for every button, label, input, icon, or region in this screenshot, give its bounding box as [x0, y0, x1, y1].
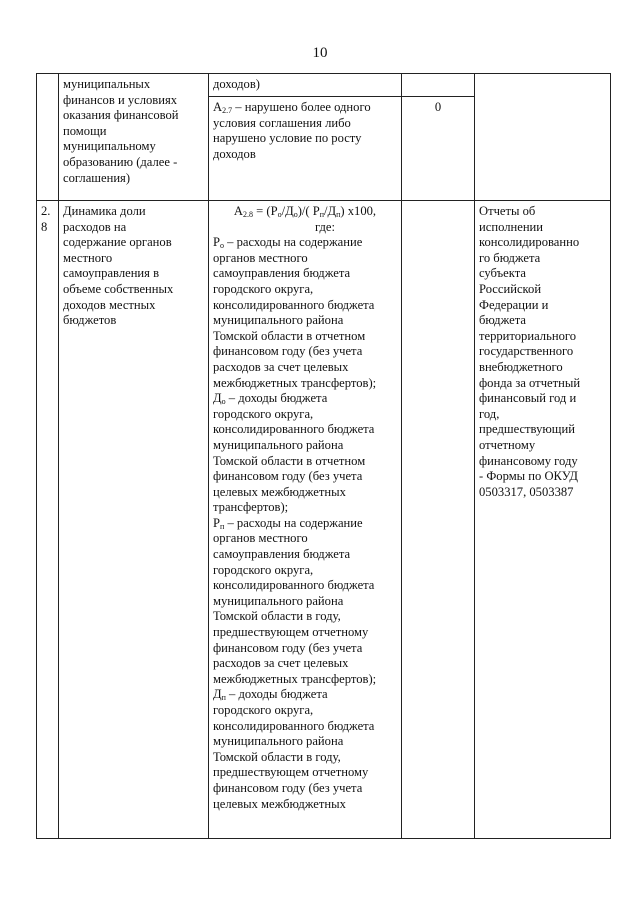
variable-definitions [213, 235, 397, 812]
variable-definition-text: – расходы на содержание [224, 235, 363, 250]
a27-line-1: $А_{2.7}$ – нарушено более одного [213, 100, 371, 115]
criterion-name-line-5: муниципальному [63, 139, 156, 154]
source-line-11: внебюджетного [479, 359, 563, 374]
criterion-name-line-6: образованию (далее - [63, 154, 178, 169]
variable-subscript: о [220, 241, 225, 251]
variable-definition-line: муниципального района [213, 437, 344, 452]
variable-definition-line: самоуправления бюджета [213, 266, 351, 281]
source-line-6: Российской [479, 281, 542, 296]
a27-value: 0 [434, 100, 442, 114]
criterion-name-2-8-line-1: Динамика доли [63, 204, 146, 218]
variable-definition-line: финансовом году (без учета [213, 640, 363, 655]
source-cell-empty [475, 74, 611, 201]
variable-definition-first-line [213, 391, 397, 407]
a27-line-4: доходов [213, 146, 256, 161]
criterion-name-2-8-line-2: расходов на [63, 219, 127, 234]
source-line-7: Федерации и [479, 297, 549, 312]
variable-definition-line: межбюджетных трансфертов); [213, 671, 377, 686]
variable-symbol: Д [213, 687, 222, 702]
source-line-14: год, [479, 406, 500, 421]
formula-where: где: [314, 219, 336, 234]
variable-definition-line: Томской области в году, [213, 749, 341, 764]
variable-definition-line: консолидированного бюджета [213, 718, 375, 733]
variable-symbol: Д [213, 391, 222, 406]
criterion-name-line-2: финансов и условиях [63, 92, 178, 107]
variable-definition-text: – расходы на содержание [224, 515, 363, 530]
variable-definition-line: расходов за счет целевых [213, 656, 349, 671]
criterion-name-2-8-line-4: местного [63, 250, 113, 265]
formula-cell-2-8 [209, 201, 402, 839]
formula-continuation-text: доходов) [213, 77, 260, 91]
source-line-13: финансовый год и [479, 391, 577, 406]
variable-definition [213, 235, 397, 391]
row-number-cell [37, 201, 59, 839]
source-line-2: исполнении [479, 219, 544, 234]
variable-definition-line: финансовом году (без учета [213, 780, 363, 795]
a27-line-2: условия соглашения либо [213, 115, 351, 130]
variable-symbol: Р [213, 235, 221, 250]
variable-definition-line: предшествующем отчетному [213, 625, 369, 640]
a27-line-3: нарушено условие по росту [213, 131, 362, 146]
source-line-18: - Формы по ОКУД [479, 469, 578, 484]
formula-continuation-cell [209, 74, 402, 97]
variable-definition-line: органов местного [213, 250, 308, 265]
variable-definition [213, 516, 397, 688]
formula-a28: $А_{2.8} = (Р_о/Д_о)/$( $Р_п/Д_п$) x100, [233, 204, 377, 219]
variable-definition-line: целевых межбюджетных [213, 796, 346, 811]
variable-symbol: Р [213, 515, 221, 530]
variable-definition-line: муниципального района [213, 313, 344, 328]
criterion-name-line-7: соглашения) [63, 170, 131, 185]
variable-definition-line: консолидированного бюджета [213, 297, 375, 312]
variable-definition-line: муниципального района [213, 734, 344, 749]
variable-subscript: о [221, 397, 226, 407]
variable-definition-line: финансовом году (без учета [213, 344, 363, 359]
criterion-name-2-8-line-7: доходов местных [63, 297, 156, 312]
variable-definition-line: самоуправления бюджета [213, 547, 351, 562]
variable-subscript: п [220, 521, 225, 531]
value-cell-empty [402, 74, 475, 97]
source-line-10: государственного [479, 344, 574, 359]
table-row-2-8 [37, 201, 611, 839]
variable-definition-line: финансовом году (без учета [213, 469, 363, 484]
variable-subscript: п [221, 693, 226, 703]
criterion-name-line-4: помощи [63, 123, 107, 138]
criterion-name-2-8-line-8: бюджетов [63, 313, 117, 328]
variable-definition-line: Томской области в году, [213, 609, 341, 624]
variable-definition-line: трансфертов); [213, 500, 289, 515]
source-line-4: го бюджета [479, 250, 541, 265]
source-line-8: бюджета [479, 313, 526, 328]
variable-definition-first-line [213, 235, 397, 251]
page-number: 10 [312, 45, 328, 61]
variable-definition [213, 391, 397, 516]
table-row-continuation [37, 74, 611, 97]
source-line-19: 0503317, 0503387 [479, 484, 574, 499]
row-number: 2.8 [41, 204, 51, 234]
variable-definition-line: консолидированного бюджета [213, 422, 375, 437]
variable-definition-text: – доходы бюджета [225, 391, 328, 406]
variable-definition-first-line [213, 516, 397, 532]
variable-definition-line: Томской области в отчетном [213, 453, 366, 468]
source-line-3: консолидированно [479, 235, 580, 250]
source-line-5: субъекта [479, 266, 526, 281]
variable-definition-text: – доходы бюджета [225, 687, 328, 702]
source-line-16: отчетному [479, 437, 536, 452]
variable-definition-line: городского округа, [213, 406, 314, 421]
variable-definition-line: консолидированного бюджета [213, 578, 375, 593]
source-line-1: Отчеты об [479, 204, 536, 218]
variable-definition-line: органов местного [213, 531, 308, 546]
criteria-table [36, 73, 611, 839]
value-cell-2-8 [402, 201, 475, 839]
criterion-name-cell-2-8 [59, 201, 209, 839]
variable-definition [213, 687, 397, 812]
variable-definition-line: целевых межбюджетных [213, 484, 346, 499]
criterion-name-line-3: оказания финансовой [63, 108, 179, 123]
variable-definition-line: городского округа, [213, 281, 314, 296]
criterion-name-2-8-line-6: объеме собственных [63, 281, 174, 296]
variable-definition-line: Томской области в отчетном [213, 328, 366, 343]
source-line-17: финансовому году [479, 453, 578, 468]
a27-description-cell [209, 97, 402, 201]
criterion-name-2-8-line-5: самоуправления в [63, 266, 160, 281]
criterion-name-line-1: муниципальных [63, 77, 151, 91]
variable-definition-line: городского округа, [213, 703, 314, 717]
variable-definition-line: предшествующем отчетному [213, 765, 369, 780]
number-cell-empty [37, 74, 59, 201]
source-line-15: предшествующий [479, 422, 575, 437]
variable-definition-line: муниципального района [213, 593, 344, 608]
criterion-name-cell [59, 74, 209, 201]
variable-definition-first-line [213, 687, 397, 703]
source-line-12: фонда за отчетный [479, 375, 581, 390]
source-cell-2-8 [475, 201, 611, 839]
a27-value-cell [402, 97, 475, 201]
criterion-name-2-8-line-3: содержание органов [63, 235, 172, 250]
variable-definition-line: расходов за счет целевых [213, 359, 349, 374]
variable-definition-line: городского округа, [213, 562, 314, 577]
source-line-9: территориального [479, 328, 577, 343]
variable-definition-line: межбюджетных трансфертов); [213, 375, 377, 390]
